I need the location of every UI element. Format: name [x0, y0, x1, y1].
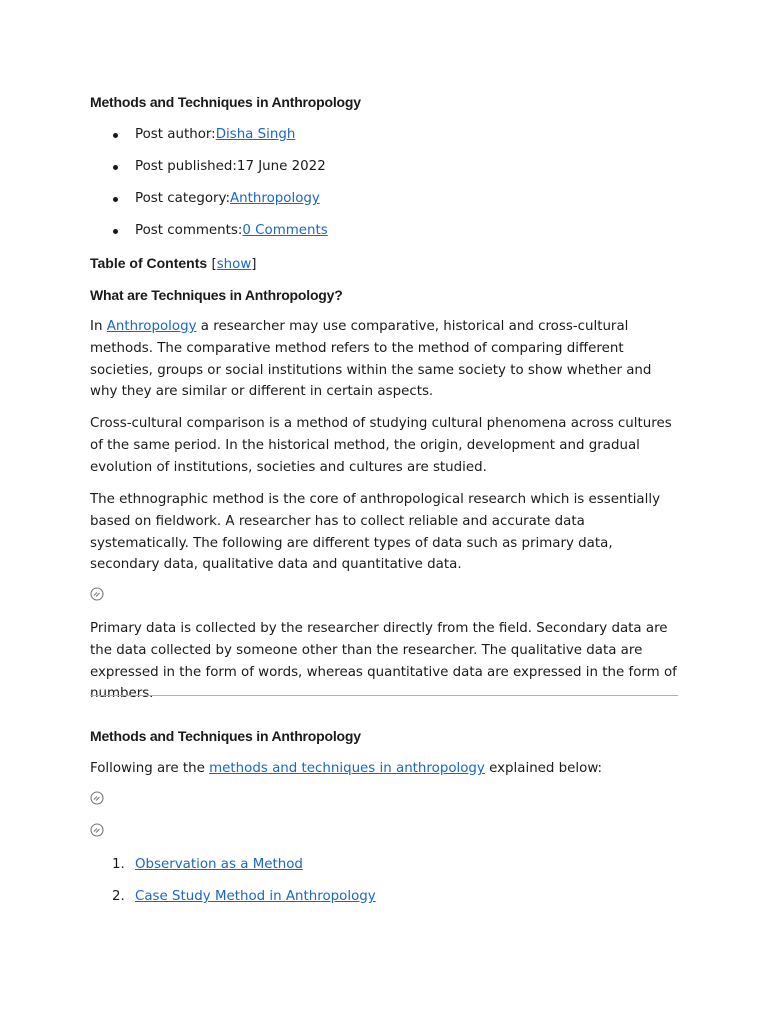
- meta-author: [90, 127, 328, 159]
- methods-intro-prefix: Following are the: [90, 761, 210, 776]
- meta-category-label: Post category:: [135, 191, 230, 206]
- published-date: 17 June 2022: [236, 159, 326, 174]
- list-number: 2.: [112, 889, 125, 904]
- methods-intro-suffix: explained below:: [484, 761, 603, 776]
- list-number: 1.: [112, 857, 125, 872]
- comments-link[interactable]: 0 Comments: [242, 223, 328, 238]
- broken-image-icon: [90, 791, 104, 805]
- toc-close-bracket: ]: [251, 257, 257, 272]
- post-title: Methods and Techniques in Anthropology: [90, 94, 361, 110]
- list-item: [90, 889, 376, 921]
- meta-published-label: Post published:: [135, 159, 237, 174]
- methods-techniques-link[interactable]: methods and techniques in anthropology: [209, 761, 485, 776]
- meta-published: [90, 159, 328, 191]
- list-item: [90, 857, 376, 889]
- broken-image-icon: [90, 823, 104, 837]
- case-study-method-link[interactable]: Case Study Method in Anthropology: [135, 889, 376, 904]
- paragraph-ethnographic: The ethnographic method is the core of anthropological research which is essentially based on fieldwork. A researcher has to collect reliable and accurate data systematically. The following are different types of data such as primary data, secondary data, qualitative data and quantitative data.: [90, 492, 660, 573]
- observation-method-link[interactable]: Observation as a Method: [135, 857, 303, 872]
- table-of-contents: [90, 255, 257, 272]
- broken-image-icon: [90, 587, 104, 601]
- meta-comments: [90, 223, 328, 255]
- meta-author-label: Post author:: [135, 127, 216, 142]
- toc-open-bracket: [: [211, 257, 217, 272]
- paragraph-primary-data: Primary data is collected by the researcher directly from the field. Secondary data are the data collected by someone other than the researcher. The qualitative data are expressed in the form of words, whereas quantitative data are expressed in the form of numbers.: [90, 621, 677, 702]
- paragraph-intro: [90, 316, 680, 403]
- paragraph-methods-intro: [90, 758, 680, 780]
- paragraph-intro-text: a researcher may use comparative, historical and cross-cultural methods. The comparative method refers to the method of comparing different societies, groups or social institutions within the same society to show whether and why they are similar or different in certain aspects.: [90, 319, 652, 400]
- paragraph-cross-cultural: Cross-cultural comparison is a method of studying cultural phenomena across cultures of the same period. In the historical method, the origin, development and gradual evolution of institutions, societies and cultures are studied.: [90, 416, 672, 475]
- meta-comments-label: Post comments:: [135, 223, 243, 238]
- section-heading-techniques: What are Techniques in Anthropology?: [90, 287, 343, 303]
- author-link[interactable]: Disha Singh: [215, 127, 296, 142]
- section-heading-methods: Methods and Techniques in Anthropology: [90, 728, 361, 744]
- post-meta-list: [90, 127, 328, 255]
- toc-label: Table of Contents: [90, 255, 208, 271]
- section-divider: [90, 695, 678, 696]
- category-link[interactable]: Anthropology: [230, 191, 320, 206]
- paragraph-intro-prefix: In: [90, 319, 107, 334]
- toc-toggle-link[interactable]: show: [216, 257, 252, 272]
- meta-category: [90, 191, 328, 223]
- methods-list: [90, 857, 376, 921]
- anthropology-link[interactable]: Anthropology: [106, 319, 197, 334]
